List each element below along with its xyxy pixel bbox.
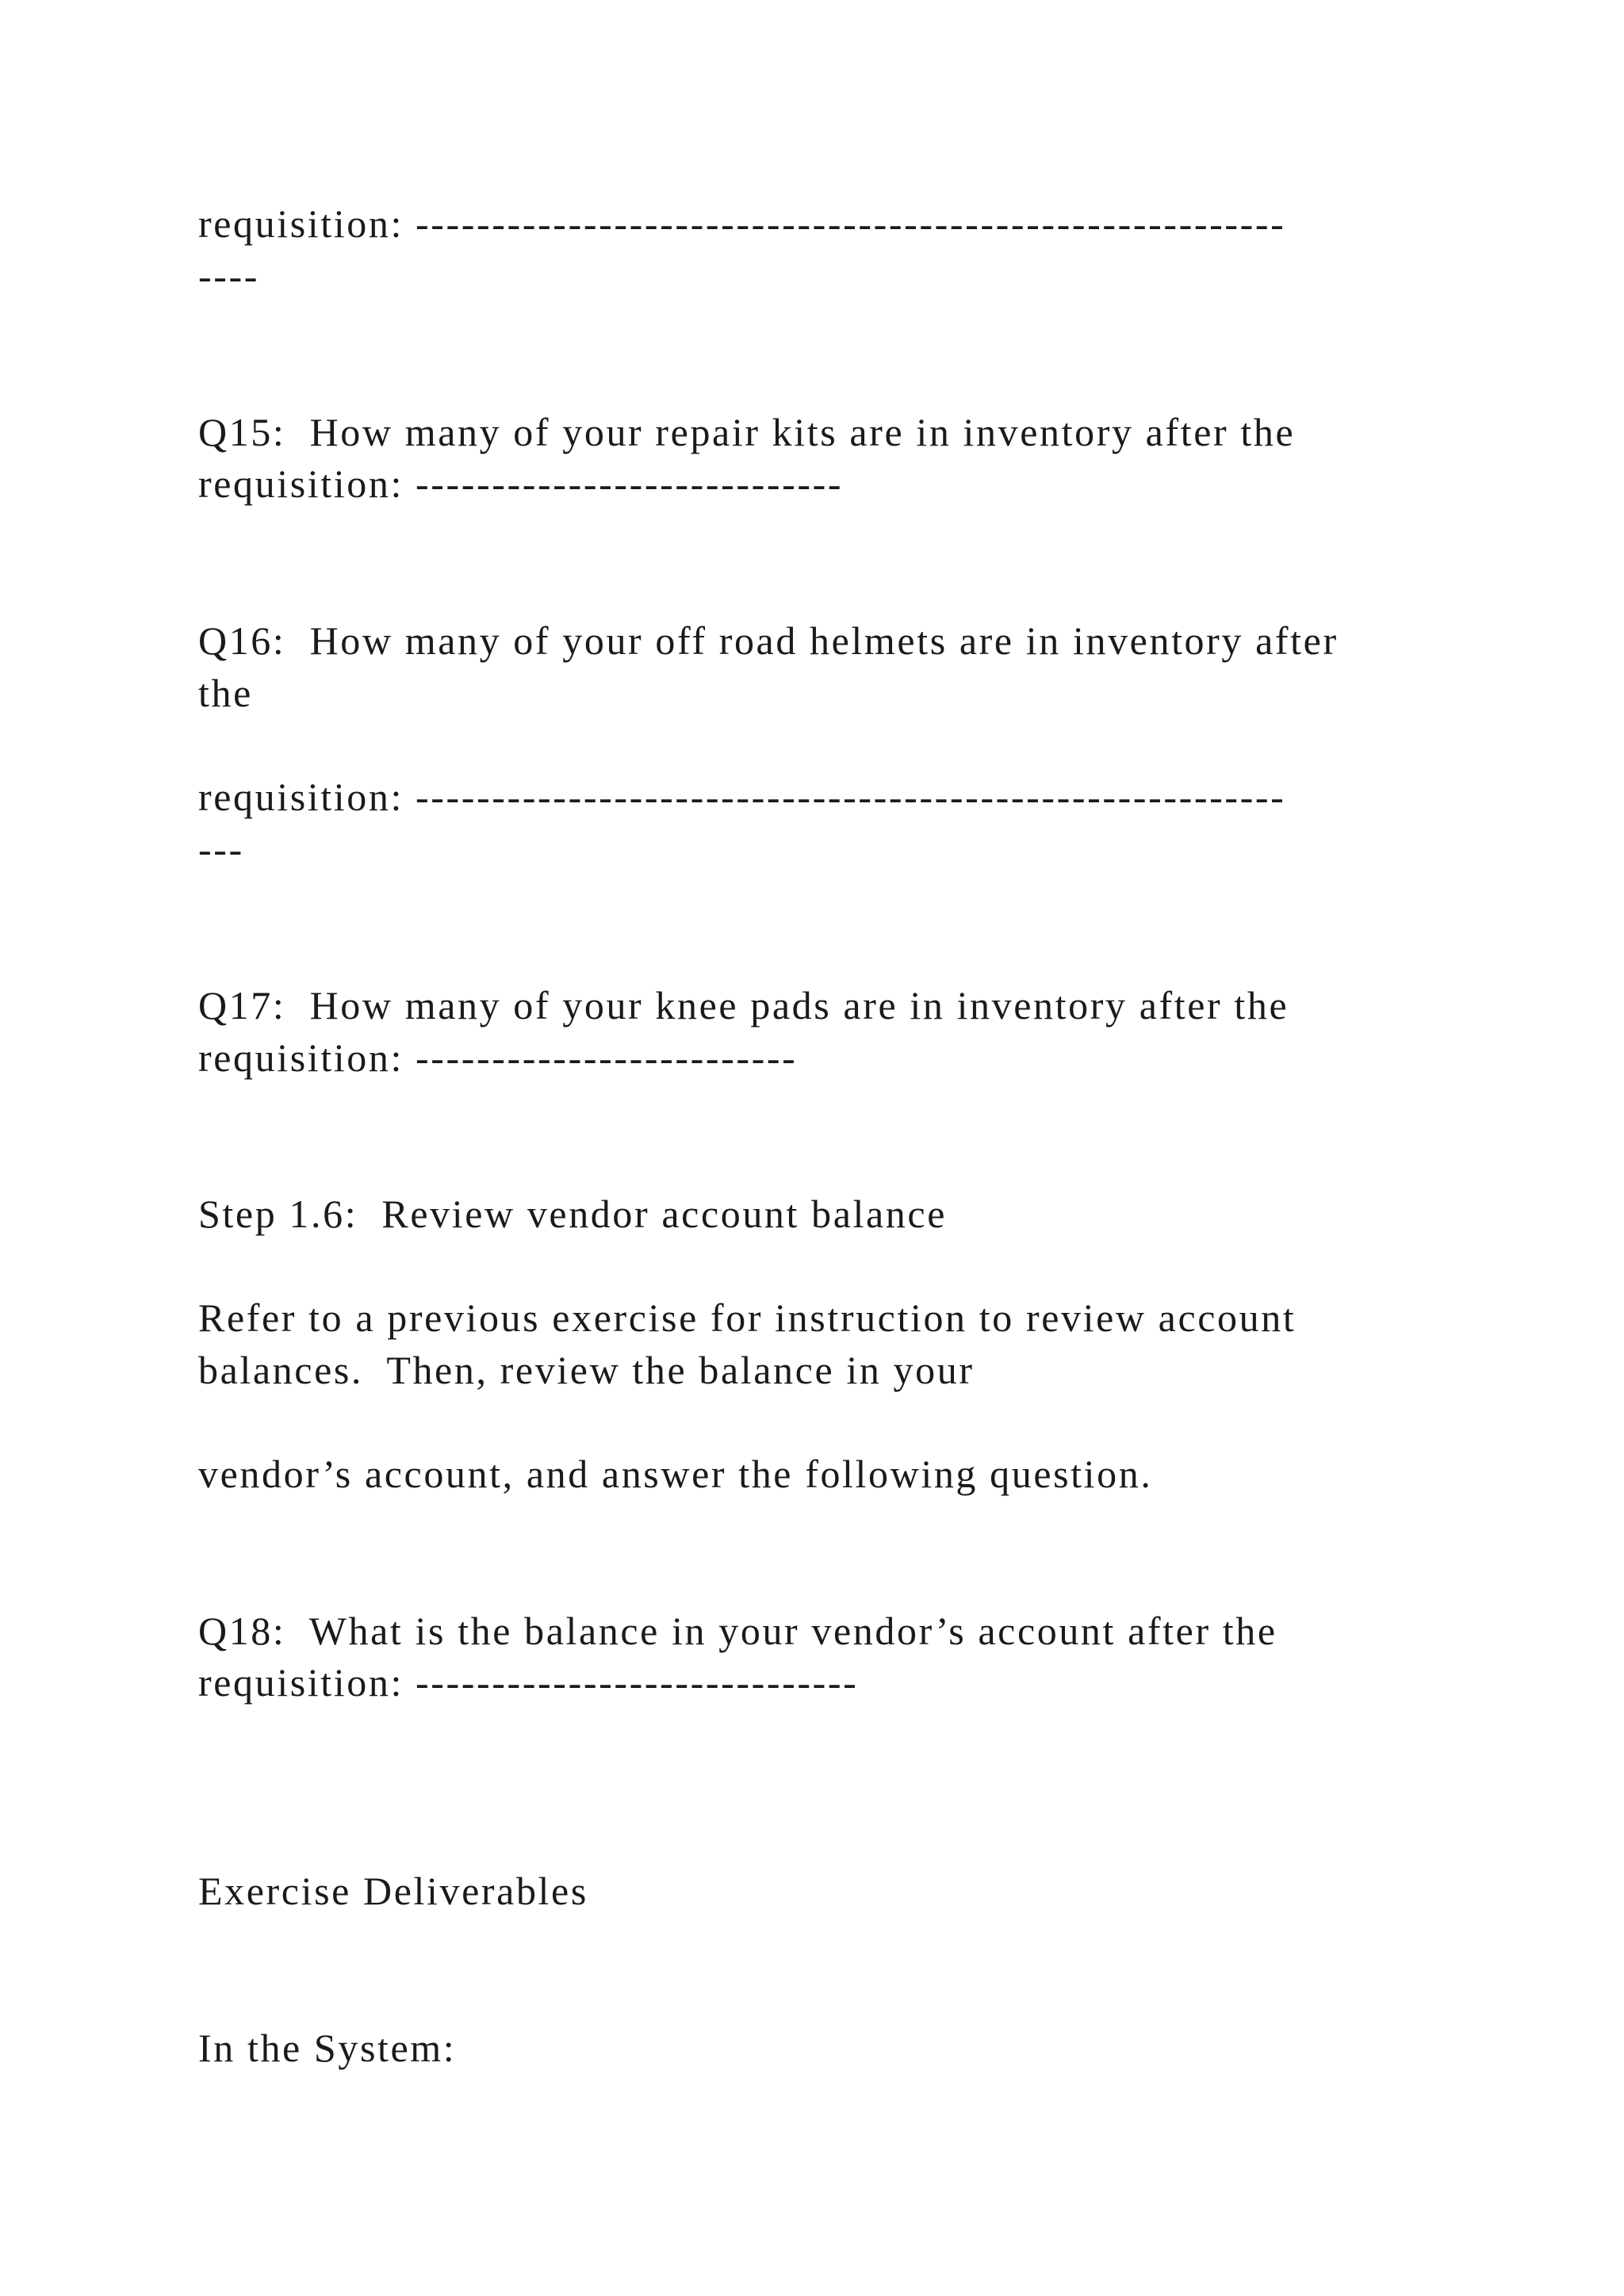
step-heading: Step 1.6: Review vendor account balance	[198, 1192, 947, 1236]
q18-answer-line: requisition: -----------------------------	[198, 1660, 859, 1705]
q15-question: Q15: How many of your repair kits are in inventory after the	[198, 410, 1296, 454]
instruction-paragraph-line-3: vendor’s account, and answer the following question.	[198, 1452, 1153, 1496]
q14-answer-line-continued: ----	[198, 254, 260, 298]
section-heading-deliverables: Exercise Deliverables	[198, 1869, 588, 1913]
q17-question: Q17: How many of your knee pads are in inventory after the	[198, 983, 1289, 1027]
q16-question-continued: the	[198, 671, 253, 715]
q18-question: Q18: What is the balance in your vendor’s account after the	[198, 1609, 1277, 1653]
q15-answer-line: requisition: ----------------------------	[198, 461, 844, 506]
q17-answer-line: requisition: -------------------------	[198, 1035, 798, 1080]
q14-answer-line: requisition: ---------------------------------------------------------	[198, 201, 1286, 246]
q16-answer-line-continued: ---	[198, 827, 244, 871]
q16-answer-line: requisition: ---------------------------------------------------------	[198, 775, 1286, 819]
subsection-heading-system: In the System:	[198, 2026, 457, 2070]
instruction-paragraph-line-2: balances. Then, review the balance in your	[198, 1348, 975, 1392]
q16-question: Q16: How many of your off road helmets are in inventory after	[198, 618, 1339, 663]
instruction-paragraph-line-1: Refer to a previous exercise for instruction to review account	[198, 1295, 1297, 1340]
